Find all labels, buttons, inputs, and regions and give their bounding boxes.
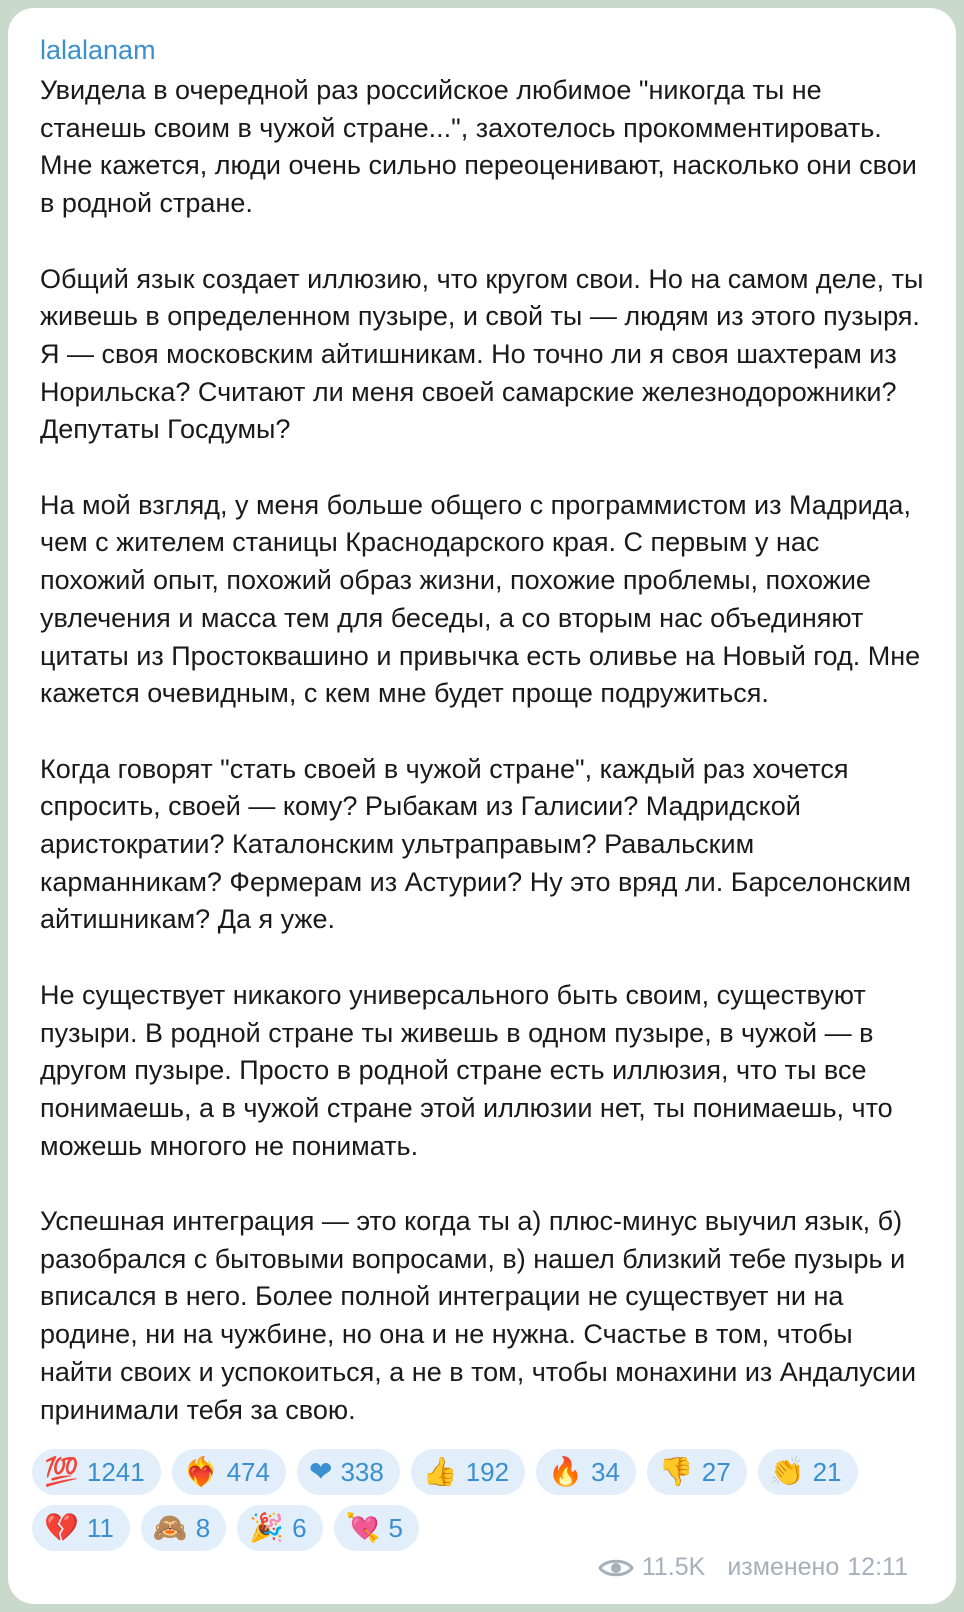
message-time: 12:11: [847, 1553, 908, 1581]
reaction-count: 474: [226, 1456, 270, 1487]
party-popper-icon: 🎉: [249, 1511, 285, 1545]
message-paragraph: Не существует никакого универсального быть своим, существуют пузыри. В родной стране ты живешь в одном пузыре, в чужой — в другом пузыре. Просто в родной стране есть иллюзия, что ты все понимаешь, а в чужой стране этой иллюзии нет, ты понимаешь, что можешь многого не понимать.: [40, 979, 893, 1161]
reaction-button[interactable]: [237, 1505, 322, 1551]
eye-icon: [598, 1557, 634, 1579]
clapping-hands-icon: 👏: [769, 1455, 805, 1489]
reaction-count: 1241: [86, 1456, 145, 1487]
reaction-button[interactable]: [647, 1449, 747, 1495]
reaction-count: 34: [590, 1456, 620, 1487]
reaction-count: 338: [340, 1456, 384, 1487]
reaction-button[interactable]: [334, 1505, 419, 1551]
thumbs-up-icon: 👍: [422, 1455, 458, 1489]
reactions-bar: [32, 1449, 912, 1551]
reaction-button[interactable]: [758, 1449, 858, 1495]
edited-label: изменено: [727, 1553, 840, 1581]
reaction-count: 21: [812, 1456, 842, 1487]
message-paragraph: Увидела в очередной раз российское любимое "никогда ты не станешь своим в чужой стране...", захотелось прокомментировать. Мне кажется, люди очень сильно переоценивают, насколько они свои в родной стране.: [40, 75, 917, 219]
message-paragraph: На мой взгляд, у меня больше общего с программистом из Мадрида, чем с жителем станицы Краснодарского края. С первым у нас похожий опыт, похожий образ жизни, похожие проблемы, похожие увлечения и масса тем для беседы, а со вторым нас объединяют цитаты из Простоквашино и привычка есть оливье на Новый год. Мне кажется очевидным, с кем мне будет проще подружиться.: [40, 489, 921, 709]
message-paragraph: Когда говорят "стать своей в чужой стране", каждый раз хочется спросить, своей — кому? Рыбакам из Галисии? Мадридской аристократии? Каталонским ультраправым? Равальским карманникам? Фермерам из Астурии? Ну это вряд ли. Барселонским айтишникам? Да я уже.: [40, 753, 912, 935]
reaction-count: 6: [292, 1512, 307, 1543]
author-name[interactable]: lalalanam: [40, 35, 156, 65]
message-text: [40, 72, 932, 1429]
message-bubble: [8, 8, 956, 1604]
message-paragraph: Успешная интеграция — это когда ты а) плюс-минус выучил язык, б) разобрался с бытовыми вопросами, в) нашел близкий тебе пузырь и вписался в него. Более полной интеграции не существует ни на родине, ни на чужбине, но она и не нужна. Счастье в том, чтобы найти своих и успокоиться, а не в том, чтобы монахини из Андалусии принимали тебя за свою.: [40, 1206, 917, 1425]
message-paragraph: Общий язык создает иллюзию, что кругом свои. Но на самом деле, ты живешь в определенном пузыре, и свой ты — людям из этого пузыря. Я — своя московским айтишникам. Но точно ли я своя шахтерам из Норильска? Считают ли меня своей самарские железнодорожники? Депутаты Госдумы?: [40, 263, 924, 445]
reaction-button[interactable]: [411, 1449, 525, 1495]
reaction-button[interactable]: [141, 1505, 226, 1551]
reaction-count: 11: [86, 1512, 114, 1543]
thumbs-down-icon: 👎: [658, 1455, 694, 1489]
message-footer: [598, 1553, 908, 1582]
heart-on-fire-icon: ❤‍🔥: [183, 1455, 219, 1489]
reaction-button[interactable]: [32, 1449, 161, 1495]
reaction-button[interactable]: [536, 1449, 636, 1495]
reaction-count: 5: [388, 1512, 403, 1543]
heart-with-arrow-icon: 💘: [345, 1511, 381, 1545]
reaction-button[interactable]: [32, 1505, 130, 1551]
hundred-points-icon: 💯: [44, 1455, 79, 1489]
reaction-button[interactable]: [297, 1449, 400, 1495]
reaction-count: 27: [701, 1456, 731, 1487]
fire-icon: 🔥: [548, 1455, 583, 1489]
reaction-count: 192: [465, 1456, 510, 1487]
see-no-evil-monkey-icon: 🙈: [152, 1511, 188, 1545]
reaction-count: 8: [195, 1512, 211, 1543]
broken-heart-icon: 💔: [44, 1511, 79, 1545]
views-count: 11.5K: [641, 1553, 706, 1581]
red-heart-icon: ❤: [308, 1455, 333, 1489]
reaction-button[interactable]: [172, 1449, 286, 1495]
